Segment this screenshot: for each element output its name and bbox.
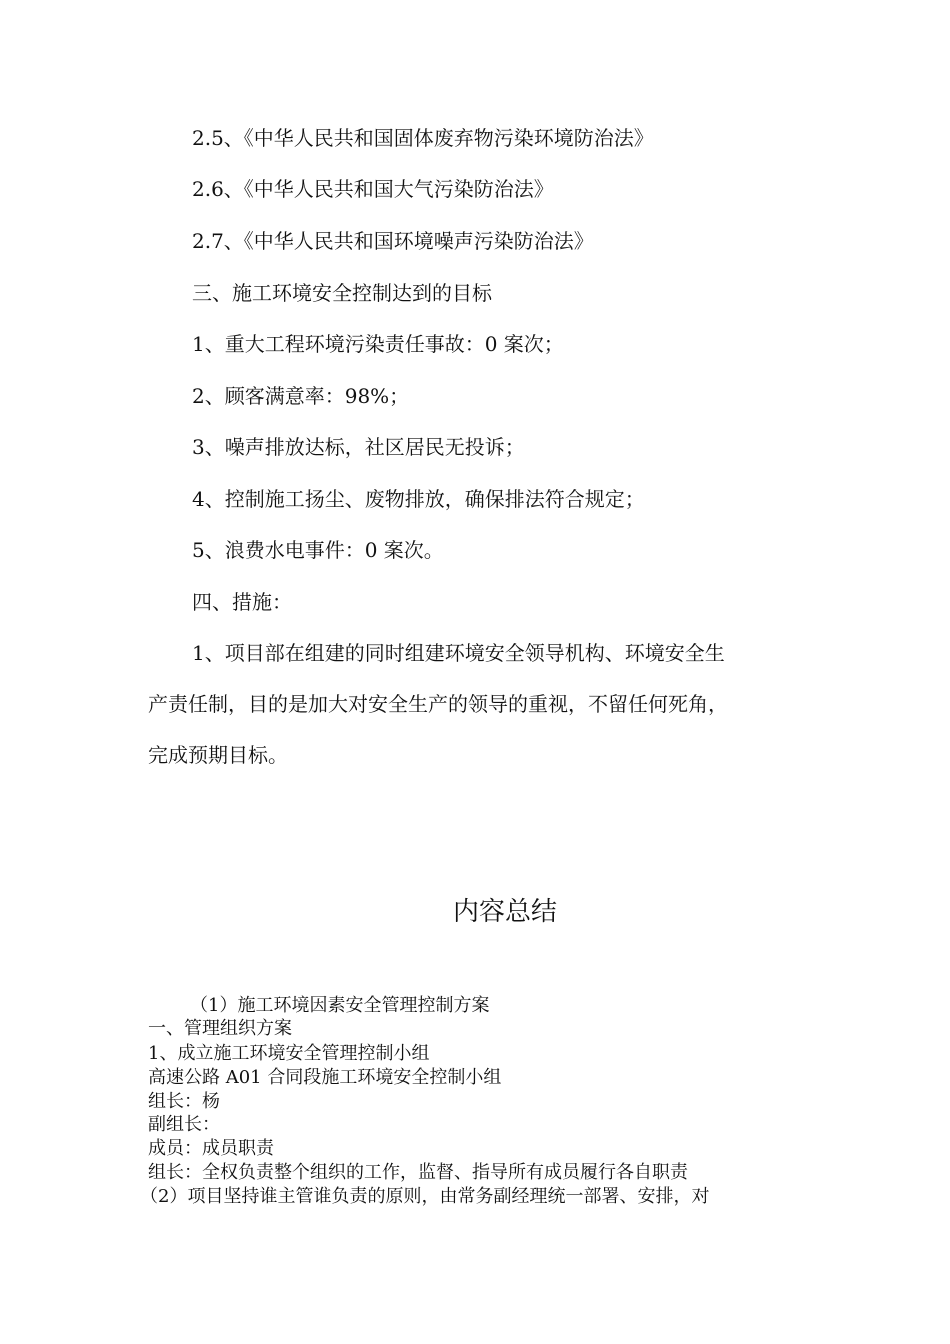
law-item-2-5: 2.5、《中华人民共和国固体废弃物污染环境防治法》 [192,126,654,150]
summary-line: 高速公路 A01 合同段施工环境安全控制小组 [148,1067,502,1088]
law-item-2-6: 2.6、《中华人民共和国大气污染防治法》 [192,177,554,201]
summary-title: 内容总结 [452,897,557,927]
goal-item-3: 3、噪声排放达标，社区居民无投诉； [192,435,525,459]
measure-line-3: 完成预期目标。 [148,743,288,767]
summary-line: （1）施工环境因素安全管理控制方案 [190,995,490,1016]
goal-item-1: 1、重大工程环境污染责任事故：0 案次； [192,332,564,356]
goal-item-5: 5、浪费水电事件：0 案次。 [192,538,444,562]
goal-item-4: 4、控制施工扬尘、废物排放，确保排法符合规定； [192,487,645,511]
measure-line-2: 产责任制，目的是加大对安全生产的领导的重视，不留任何死角， [148,692,728,716]
goal-item-2: 2、顾客满意率：98%； [192,384,410,408]
summary-line: 组长：杨 [148,1091,220,1112]
section-heading-goals: 三、施工环境安全控制达到的目标 [192,281,492,305]
summary-line: 成员：成员职责 [148,1138,274,1159]
measure-line-1: 1、项目部在组建的同时组建环境安全领导机构、环境安全生 [192,641,725,665]
section-heading-measures: 四、措施： [192,590,292,614]
summary-line: 组长：全权负责整个组织的工作，监督、指导所有成员履行各自职责 [148,1162,688,1183]
law-item-2-7: 2.7、《中华人民共和国环境噪声污染防治法》 [192,229,594,253]
summary-line: 一、管理组织方案 [148,1018,292,1039]
summary-line: 1、成立施工环境安全管理控制小组 [148,1043,430,1064]
summary-line: （2）项目坚持谁主管谁负责的原则，由常务副经理统一部署、安排，对 [140,1186,710,1207]
summary-line: 副组长： [148,1114,220,1135]
